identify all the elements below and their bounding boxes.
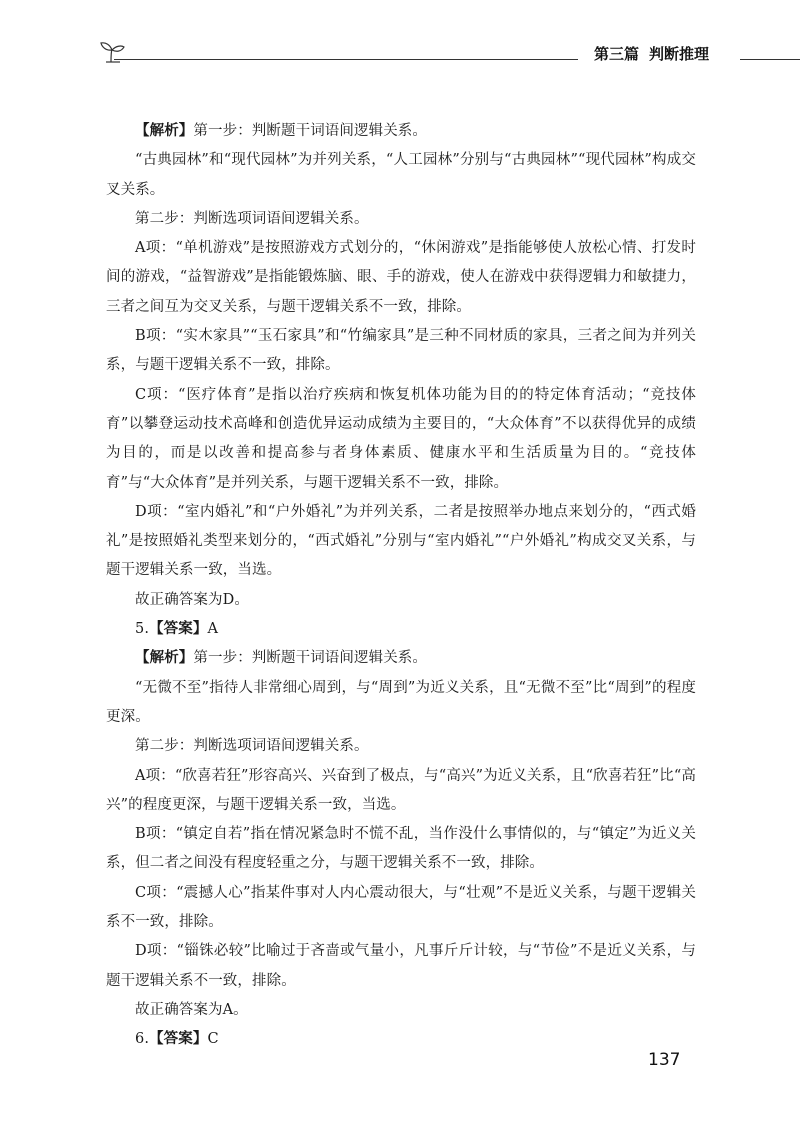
option-b-paragraph: B项：“实木家具”“玉石家具”和“竹编家具”是三种不同材质的家具，三者之间为并列关系，与题干逻辑关系不一致，排除。 — [106, 328, 696, 374]
header-chapter: 判断推理 — [649, 45, 710, 63]
paragraph: “无微不至”指待人非常细心周到，与“周到”为近义关系，且“无微不至”比“周到”的程度更深。 — [106, 679, 696, 725]
conclusion-paragraph: 故正确答案为A。 — [135, 1001, 248, 1018]
analysis-tag: 【解析】 — [135, 650, 194, 667]
paragraph-analysis-5: 【解析】第一步：判断题干词语间逻辑关系。 — [135, 650, 428, 667]
option-d-paragraph: D项：“锱铢必较”比喻过于吝啬或气量小，凡事斤斤计较，与“节俭”不是近义关系，与题干逻辑关系不一致，排除。 — [106, 943, 696, 989]
option-a-paragraph: A项：“欣喜若狂”形容高兴、兴奋到了极点，与“高兴”为近义关系，且“欣喜若狂”比“高兴”的程度更深，与题干逻辑关系一致，当选。 — [106, 767, 696, 813]
page-header — [96, 36, 800, 76]
answer-tag: 【答案】 — [149, 1031, 208, 1048]
option-a-paragraph: A项：“单机游戏”是按照游戏方式划分的，“休闲游戏”是指能够使人放松心情、打发时间的游戏，“益智游戏”是指能锻炼脑、眼、手的游戏，使人在游戏中获得逻辑力和敏捷力，三者之间互为交叉关系，与题干逻辑关系不一致，排除。 — [106, 240, 696, 315]
option-d-paragraph: D项：“室内婚礼”和“户外婚礼”为并列关系，二者是按照举办地点来划分的，“西式婚礼”是按照婚礼类型来划分的，“西式婚礼”分别与“室内婚礼”“户外婚礼”构成交叉关系，与题干逻辑关系一致，当选。 — [106, 503, 696, 579]
analysis-tag: 【解析】 — [135, 123, 194, 139]
paragraph: “古典园林”和“现代园林”为并列关系，“人工园林”分别与“古典园林”“现代园林”构成交叉关系。 — [106, 152, 696, 198]
paragraph-analysis-4: 【解析】第一步：判断题干词语间逻辑关系。 — [135, 123, 428, 139]
answer-line-5: 5.【答案】A — [135, 621, 219, 638]
header-rule-right — [740, 59, 800, 60]
body-text — [106, 117, 696, 1055]
answer-line-6: 6.【答案】C — [135, 1031, 219, 1048]
header-part: 第三篇 — [594, 45, 640, 63]
paragraph: 第二步：判断选项词语间逻辑关系。 — [135, 210, 369, 227]
header-title — [594, 43, 744, 64]
option-c-paragraph: C项：“震撼人心”指某件事对人内心震动很大，与“壮观”不是近义关系，与题干逻辑关系不一致，排除。 — [106, 884, 696, 931]
page-number: 137 — [648, 1050, 681, 1070]
conclusion-paragraph: 故正确答案为D。 — [135, 591, 249, 608]
option-b-paragraph: B项：“镇定自若”指在情况紧急时不慌不乱，当作没什么事情似的，与“镇定”为近义关系，但二者之间没有程度轻重之分，与题干逻辑关系不一致，排除。 — [106, 826, 696, 872]
answer-tag: 【答案】 — [149, 621, 208, 638]
header-rule-left — [114, 59, 578, 60]
sprout-logo-icon — [96, 40, 126, 64]
option-c-paragraph: C项：“医疗体育”是指以治疗疾病和恢复机体功能为目的的特定体育活动；“竞技体育”以攀登运动技术高峰和创造优异运动成绩为主要目的，“大众体育”不以获得优异的成绩为目的，而是以改善和提高参与者身体素质、健康水平和生活质量为目的。“竞技体育”与“大众体育”是并列关系，与题干逻辑关系不一致，排除。 — [106, 386, 696, 491]
paragraph: 第二步：判断选项词语间逻辑关系。 — [135, 738, 369, 755]
